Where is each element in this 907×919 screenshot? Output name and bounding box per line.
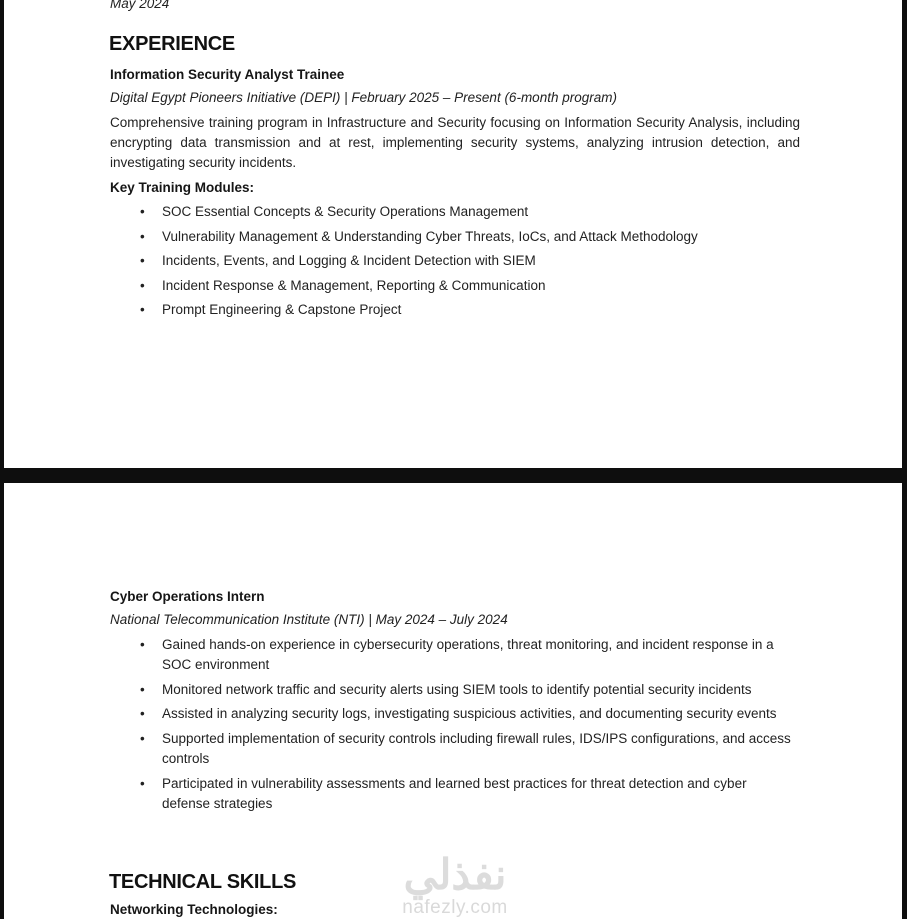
job1-description: Comprehensive training program in Infrastructure and Security focusing on Information Security Analysis, including encrypting data transmission and at rest, implementing security systems, analyzing intrusion detection, and investigating security incidents. bbox=[110, 115, 800, 170]
list-item bbox=[140, 729, 798, 769]
module-text: SOC Essential Concepts & Security Operations Management bbox=[162, 204, 529, 219]
list-item bbox=[140, 200, 698, 225]
training-modules-list bbox=[140, 200, 698, 323]
list-item bbox=[140, 225, 698, 250]
list-item bbox=[140, 249, 698, 274]
module-text: Vulnerability Management & Understanding Cyber Threats, IoCs, and Attack Methodology bbox=[162, 228, 698, 244]
nafezly-logo: نفذلي bbox=[403, 851, 507, 898]
bullet-icon: • bbox=[140, 277, 145, 293]
resume-page-1 bbox=[4, 0, 902, 468]
experience-heading: EXPERIENCE bbox=[109, 33, 235, 55]
nafezly-watermark bbox=[290, 851, 620, 918]
module-text: Incident Response & Management, Reporting & Communication bbox=[162, 277, 546, 293]
job1-company-line: Digital Egypt Pioneers Initiative (DEPI) | February 2025 – Present (6-month program) bbox=[110, 90, 617, 105]
job1-title: Information Security Analyst Trainee bbox=[110, 67, 345, 82]
bullet-icon: • bbox=[140, 706, 145, 722]
bullet-icon: • bbox=[140, 681, 145, 697]
module-text: Prompt Engineering & Capstone Project bbox=[162, 302, 402, 317]
bullet-icon: • bbox=[140, 302, 145, 317]
bullet-text: Participated in vulnerability assessments and learned best practices for threat detection and cyber defense strategies bbox=[162, 775, 747, 811]
list-item bbox=[140, 774, 798, 814]
list-item bbox=[140, 635, 798, 675]
bullet-icon: • bbox=[140, 204, 145, 219]
bullet-icon: • bbox=[140, 775, 145, 791]
module-text: Incidents, Events, and Logging & Incident Detection with SIEM bbox=[162, 253, 536, 268]
bullet-icon: • bbox=[140, 731, 145, 747]
list-item bbox=[140, 274, 698, 299]
key-training-modules-label: Key Training Modules: bbox=[110, 180, 255, 195]
networking-technologies-label: Networking Technologies: bbox=[110, 902, 278, 917]
job2-title: Cyber Operations Intern bbox=[110, 589, 265, 604]
technical-skills-heading: TECHNICAL SKILLS bbox=[109, 871, 297, 893]
list-item bbox=[140, 298, 698, 323]
bullet-text: Assisted in analyzing security logs, investigating suspicious activities, and documenting security events bbox=[162, 706, 777, 722]
job2-company-line: National Telecommunication Institute (NTI) | May 2024 – July 2024 bbox=[110, 612, 508, 627]
bullet-text: Monitored network traffic and security alerts using SIEM tools to identify potential security incidents bbox=[162, 681, 752, 697]
resume-page-2 bbox=[4, 483, 902, 919]
bullet-text: Gained hands-on experience in cybersecurity operations, threat monitoring, and incident response in a SOC environment bbox=[162, 637, 774, 672]
bullet-icon: • bbox=[140, 637, 145, 652]
bullet-icon: • bbox=[140, 253, 145, 268]
bullet-icon: • bbox=[140, 228, 145, 244]
nafezly-domain-text: nafezly.com bbox=[402, 897, 508, 918]
list-item bbox=[140, 680, 798, 700]
internship-bullets-list bbox=[140, 635, 798, 818]
bullet-text: Supported implementation of security controls including firewall rules, IDS/IPS configurations, and access controls bbox=[162, 731, 791, 766]
date-line: May 2024 bbox=[110, 0, 170, 11]
list-item bbox=[140, 704, 798, 724]
